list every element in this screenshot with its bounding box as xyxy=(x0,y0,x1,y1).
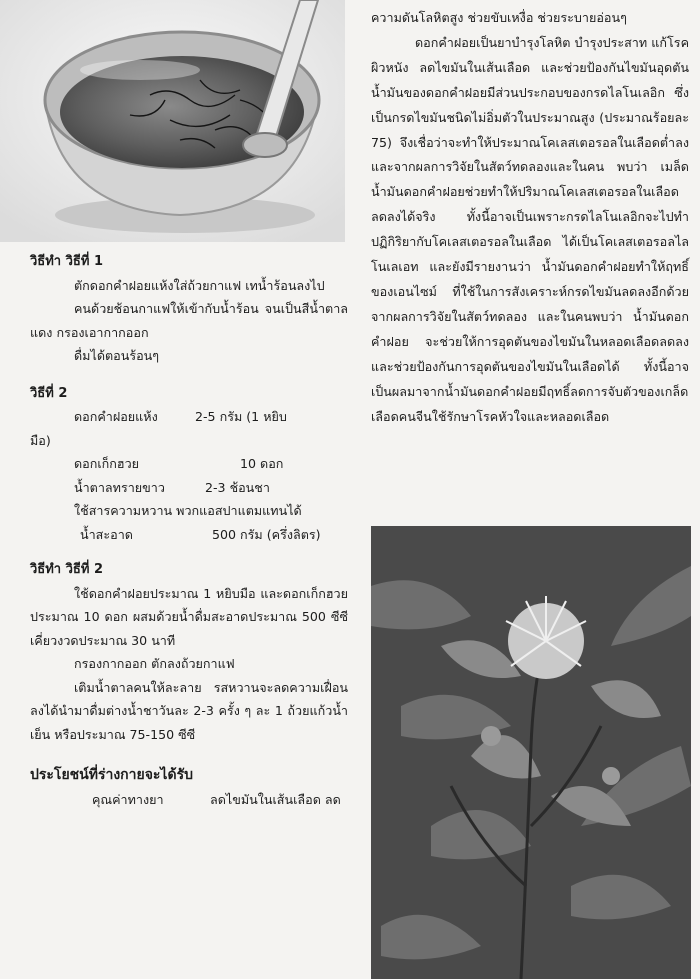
ingredient-quantity: 2-3 ช้อนชา xyxy=(205,479,270,495)
benefits-heading: ประโยชน์ที่ร่างกายจะได้รับ xyxy=(30,767,193,783)
method1-step: ดื่มได้ตอนร้อนๆ xyxy=(74,348,160,363)
ingredient-name: ดอกคำฝอยแห้ง xyxy=(74,409,158,424)
method2-step: กรองกากออก ตักลงถ้วยกาแฟ xyxy=(74,656,235,671)
ingredient-quantity: 500 กรัม (ครึ่งลิตร) xyxy=(212,526,321,542)
left-text-column xyxy=(30,250,348,811)
ingredient-sugar xyxy=(30,476,348,500)
method2-steps-heading: วิธีทำ วิธีที่ 2 xyxy=(30,562,104,577)
right-text-column xyxy=(371,6,689,429)
ingredient-quantity: 10 ดอก xyxy=(240,456,284,471)
ingredient-name: น้ำสะอาด xyxy=(80,526,133,542)
method1-step: ตักดอกคำฝอยแห้งใส่ถ้วยกาแฟ เทน้ำร้อนลงไป xyxy=(74,277,325,293)
ingredient-safflower xyxy=(30,405,348,429)
benefits-text: ลดไขมันในเส้นเลือด ลด xyxy=(210,791,341,807)
benefits-label: คุณค่าทางยา xyxy=(92,791,164,807)
method2-step: ใช้ดอกคำฝอยประมาณ 1 หยิบมือ และดอกเก็กฮวยประมาณ 10 ดอก ผสมด้วยน้ำดื่มสะอาดประมาณ 500 ซีซี เคี่ยวงวดประมาณ 30 นาที xyxy=(30,585,348,648)
benefits-line xyxy=(30,788,348,812)
method1-heading: วิธีทำ วิธีที่ 1 xyxy=(30,254,104,269)
method2-step: เติมน้ำตาลคนให้ละลาย รสหวานจะลดความเฝื่อนลงได้นำมาดื่มต่างน้ำชาวันละ 2-3 ครั้ง ๆ ละ 1 ถ้วยแก้วน้ำเย็น หรือประมาณ 75-150 ซีซี xyxy=(30,679,348,742)
method2-heading: วิธีที่ 2 xyxy=(30,385,68,401)
ingredient-water xyxy=(30,523,348,547)
ingredient-quantity: 2-5 กรัม (1 หยิบ xyxy=(195,409,287,424)
ingredient-name: ดอกเก็กฮวย xyxy=(74,456,140,471)
paragraph-safflower-benefits: ดอกคำฝอยเป็นยาบำรุงโลหิต บำรุงประสาท แก้โรคผิวหนัง ลดไขมันในเส้นเลือด และช่วยป้องกันไขมันอุดตัน น้ำมันของดอกคำฝอยมีส่วนประกอบของกรดไลโนเลอิก ซึ่งเป็นกรดไขมันชนิดไม่อิ่มตัวในประมาณสูง (ประมาณร้อยละ 75) จึงเชื่อว่าจะทำให้ประมาณโคเลสเตอรอลในเลือดต่ำลง และจากผลการวิจัยในสัตว์ทดลองและในคน พบว่า เมล็ดน้ำมันดอกคำฝอยช่วยทำให้ปริมาณโคเลสเตอรอลในเลือดลดลงได้จริง ทั้งนี้อาจเป็นเพราะกรดไลโนเลอิกจะไปทำปฏิกิริยากับโคเลสเตอรอลในเลือด ได้เป็นโคเลสเตอรอลไลโนเลเอท และยังมีรายงานว่า น้ำมันดอกคำฝอยทำให้ฤทธิ์ของเอนไซม์ ที่ใช้ในการสังเคราะห์กรดไขมันลดลงอีกด้วย จากผลการวิจัยในสัตว์ทดลอง และในคนพบว่า น้ำมันดอกคำฝอย จะช่วยให้การอุดตันของไขมันในหลอดเลือดลดลง และช่วยป้องกันการอุดตันของไขมันในเลือดได้ ทั้งนี้อาจเป็นผลมาจากน้ำมันดอกคำฝอยมีฤทธิ์ลดการจับตัวของเกล็ดเลือดคนจีนใช้รักษาโรคหัวใจและหลอดเลือด xyxy=(371,34,689,424)
safflower-plant-photo xyxy=(371,526,691,979)
ingredient-chrysanthemum xyxy=(30,452,348,476)
sweetener-note: ใช้สารความหวาน พวกแอสปาแตมแทนได้ xyxy=(74,503,302,518)
ingredient-name: น้ำตาลทรายขาว xyxy=(74,479,165,495)
method1-step: คนด้วยช้อนกาแฟให้เข้ากับน้ำร้อน จนเป็นสีน้ำตาลแดง กรองเอากากออก xyxy=(30,301,348,340)
paragraph-continuation: ความดันโลหิตสูง ช่วยขับเหงื่อ ช่วยระบายอ่อนๆ xyxy=(371,10,627,25)
safflower-tea-bowl-photo xyxy=(0,0,345,242)
ingredient-quantity-continued: มือ) xyxy=(30,432,51,448)
